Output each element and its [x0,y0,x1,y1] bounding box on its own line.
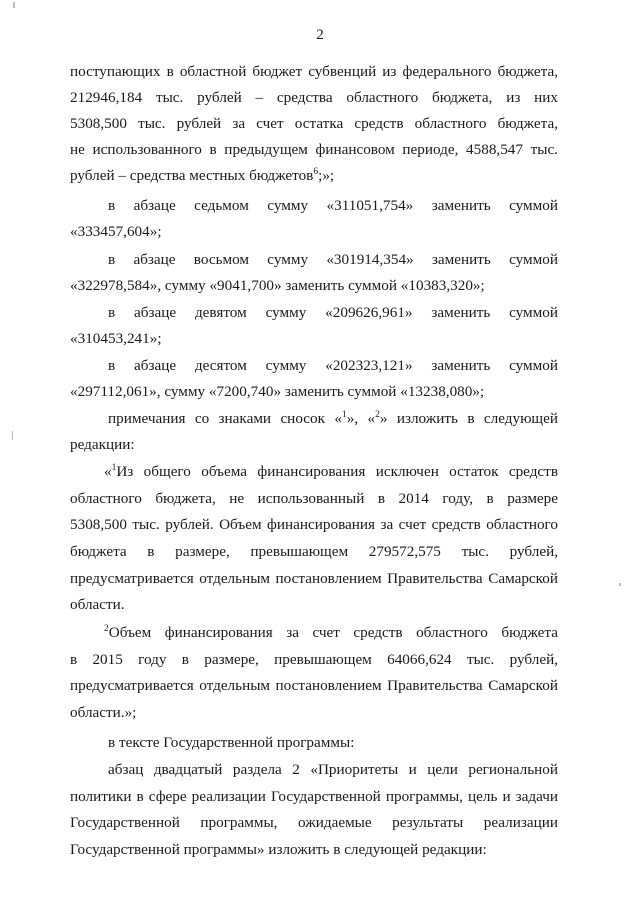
text-line: Государственной программы» изложить в следующей редакции: [70,841,487,858]
text-line: в абзаце восьмом сумму «301914,354» заменить суммой [108,251,558,268]
text-line: предусматривается отдельным постановлением Правительства Самарской [70,677,558,694]
text-line: примечания со знаками сносок «$^1$», «$^2$» изложить в следующей [108,410,558,427]
text-line: в тексте Государственной программы: [108,734,355,751]
scan-mark [619,583,621,586]
scan-mark [12,431,13,440]
text-line: рублей – средства местных бюджетов$^6$;»; [70,167,335,184]
text-line: 5308,500 тыс. рублей за счет остатка средств областного бюджета, [70,115,558,132]
text-line: политики в сфере реализации Государственной программы, цель и задачи [70,788,558,805]
text-line: бюджета в размере, превышающем 279572,575 тыс. рублей, [70,543,558,560]
text-line: «322978,584», сумму «9041,700» заменить суммой «10383,320»; [70,277,485,294]
text-line: в абзаце десятом сумму «202323,121» заменить суммой [108,357,558,374]
text-line: области.»; [70,704,137,721]
text-line: области. [70,596,125,613]
text-line: не использованного в предыдущем финансовом периоде, 4588,547 тыс. [70,141,558,158]
text-line: предусматривается отдельным постановлением Правительства Самарской [70,570,558,587]
footnote-marker: 1 [111,463,117,473]
text-line: в абзаце девятом сумму «209626,961» заменить суммой [108,304,558,321]
page-number: 2 [316,27,324,43]
footnote-marker: 2 [104,624,109,634]
text-line: «297112,061», сумму «7200,740» заменить суммой «13238,080»; [70,383,485,400]
text-line: в 2015 году в размере, превышающем 64066,624 тыс. рублей, [70,651,558,668]
footnote-marker: 6 [313,167,319,177]
text-line: 5308,500 тыс. рублей. Объем финансирования за счет средств областного [70,516,558,533]
text-line: в абзаце седьмом сумму «311051,754» заменить суммой [108,197,558,214]
text-line: «310453,241»; [70,330,162,347]
text-line: 212946,184 тыс. рублей – средства областного бюджета, из них [70,89,558,106]
text-line: абзац двадцатый раздела 2 «Приоритеты и цели региональной [108,761,558,778]
text-line: $^2$Объем финансирования за счет средств областного бюджета [104,624,558,641]
text-line: редакции: [70,436,135,453]
scan-mark [13,2,15,8]
footnote-marker: 1 [341,410,347,420]
text-line: поступающих в областной бюджет субвенций из федерального бюджета, [70,63,558,80]
text-line: областного бюджета, не использованный в 2014 году, в размере [70,490,558,507]
text-line: «333457,604»; [70,223,162,240]
text-line: Государственной программы, ожидаемые результаты реализации [70,814,558,831]
text-line: «$^1$Из общего объема финансирования исключен остаток средств [104,463,558,480]
footnote-marker: 2 [375,410,380,420]
